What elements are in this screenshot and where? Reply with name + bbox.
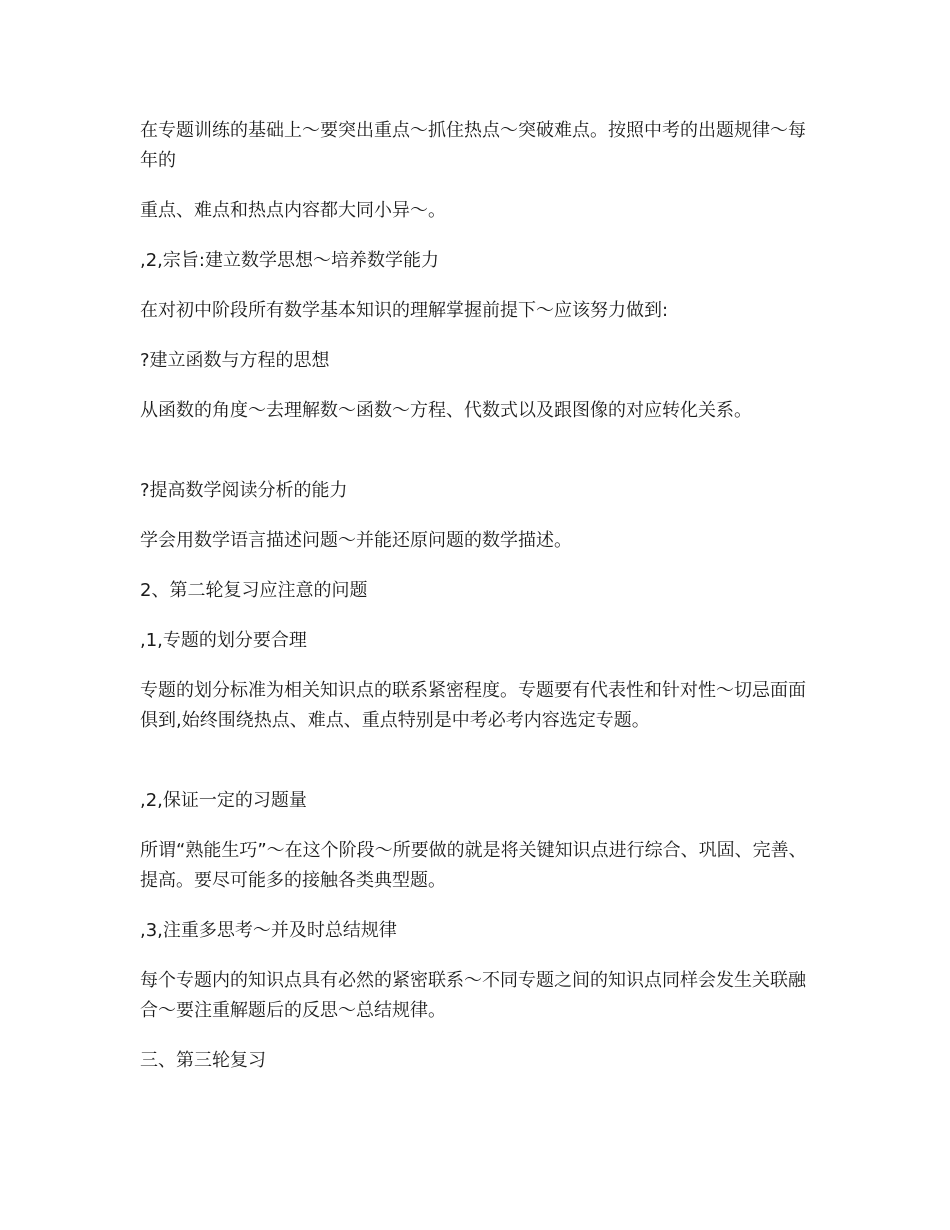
paragraph-4: 从函数的角度～去理解数～函数～方程、代数式以及跟图像的对应转化关系。 [140,400,752,421]
paragraph-5: 学会用数学语言描述问题～并能还原问题的数学描述。 [140,530,572,551]
paragraph-7: 所谓“熟能生巧”～在这个阶段～所要做的就是将关键知识点进行综合、巩固、完善、提高。要尽可能多的接触各类典型题。 [140,840,807,891]
paragraph-3: 在对初中阶段所有数学基本知识的理解掌握前提下～应该努力做到: [140,300,669,321]
bullet-heading-reading: ?提高数学阅读分析的能力 [140,480,348,501]
subheading-1: ,1,专题的划分要合理 [140,630,307,651]
paragraph-1: 在专题训练的基础上～要突出重点～抓住热点～突破难点。按照中考的出题规律～每年的 [140,120,806,171]
section-heading-aim: ,2,宗旨:建立数学思想～培养数学能力 [140,250,439,271]
subheading-3: ,3,注重多思考～并及时总结规律 [140,920,397,941]
paragraph-6: 专题的划分标准为相关知识点的联系紧密程度。专题要有代表性和针对性～切忌面面俱到,始终围绕热点、难点、重点特别是中考必考内容选定专题。 [140,680,806,731]
paragraph-8: 每个专题内的知识点具有必然的紧密联系～不同专题之间的知识点同样会发生关联融合～要注重解题后的反思～总结规律。 [140,970,806,1021]
subheading-2: ,2,保证一定的习题量 [140,790,307,811]
section-heading-second-round: 2、第二轮复习应注意的问题 [140,580,368,601]
section-heading-third-round: 三、第三轮复习 [140,1050,266,1071]
paragraph-2: 重点、难点和热点内容都大同小异～。 [140,200,446,221]
bullet-heading-function: ?建立函数与方程的思想 [140,350,330,371]
